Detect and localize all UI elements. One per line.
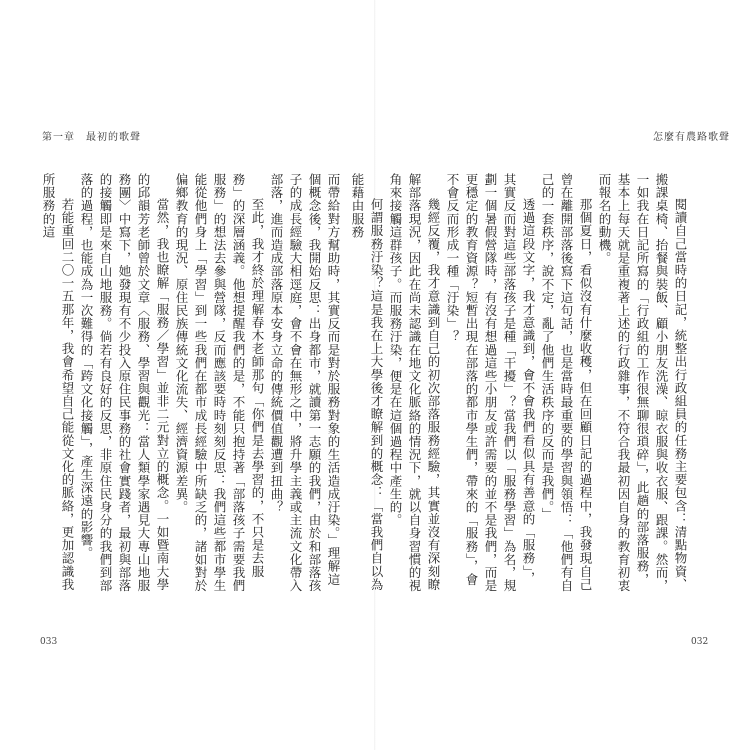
paragraph: 當然，我也瞭解「服務／學習」並非二元對立的概念。一如暨南大學的邱韻芳老師曾於文章〈服務、學習與觀光：當人類學家遇見大專山地服務團〉中寫下，她發現有不少投入原住民事務的社會實踐者，最初與部落的接觸即是來自山地服務。倘若有良好的反思，非原住民身分的我們到部落的過程，也能成為一次難得的「跨文化接觸」，產生深遠的影響。 [79,173,170,593]
right-page-body [350,173,708,593]
left-running-header: 第一章 最初的歌聲 [42,132,141,143]
paragraph: 幾經反覆，我才意識到自己的初次部落服務經驗，其實並沒有深刻瞭解部落現況，因此在尚未認識在地文化脈絡的情況下，就以自身習慣的視角來接觸這群孩子。而服務汙染，便是在這個過程中產生的。 [388,173,441,593]
paragraph: 閱讀自己當時的日記，統整出行政組員的任務主要包含：清點物資、搬課桌椅、抬餐與裝飯、顧小朋友洗澡、晾衣服與收衣服、跟課。然而，一如我在日記所寫的「行政組的工作很無聊很瑣碎」，此趟的部落服務，基本上每天就是重複著上述的行政雜事，不符合我最初因自身的教育初衷而報名的動機。 [597,173,688,593]
paragraph: 那個夏日，看似沒有什麼收穫，但在回顧日記的過程中，我發現自己曾在離開部落後寫下這句話，也是當時最重要的學習與領悟：「他們有自己的一套秩序，說不定，亂了他們生活秩序的反而是我們。」 [540,173,593,593]
paragraph: 何謂服務汙染？這是我在上大學後才瞭解到的概念：「當我們自以為能藉由服務 [350,173,384,591]
left-page-body [41,173,343,593]
paragraph: 若能重回二〇一五那年，我會希望自己能從文化的脈絡，更加認識我所服務的這 [41,173,75,591]
left-page-number: 033 [40,637,58,647]
right-running-header: 怎麼有農路歌聲 [653,132,730,143]
paragraph: 透過這段文字，我才意識到，會不會我們看似具有善意的「服務」，其實反而對這些部落孩子是種「干擾」？當我們以「服務學習」為名，規劃一個暑假營隊時，有沒有想過這些小朋友或許需要的並不是我們，而是更穩定的教育資源？短暫出現在部落的都市學生們，帶來的「服務」，會不會反而形成一種「汙染」？ [445,173,536,593]
right-page-number: 032 [691,637,709,647]
paragraph: 而帶給對方幫助時，其實反而是對於服務對象的生活造成汙染。」理解這個概念後，我開始反思：出身都市，就讀第一志願的我們，由於和部落孩子的成長經驗大相逕庭，會不會在無形之中，將升學主義或主流文化帶入部落，進而造成部落原本安身立命的傳統價值觀遭到扭曲？ [269,173,341,593]
paragraph: 至此，我才終於理解春木老師那句「你們是去學習的，不只是去服務」的深層涵義。他想提醒我們的是，不能只抱持著「部落孩子需要我們服務」的想法去參與營隊，反而應該要時時刻刻反思：我們這些都市學生能從他們身上「學習」到一些我們在都市成長經驗中所缺乏的，諸如對於偏鄉教育的現況、原住民族傳統文化流失、經濟資源差異。 [174,173,265,593]
